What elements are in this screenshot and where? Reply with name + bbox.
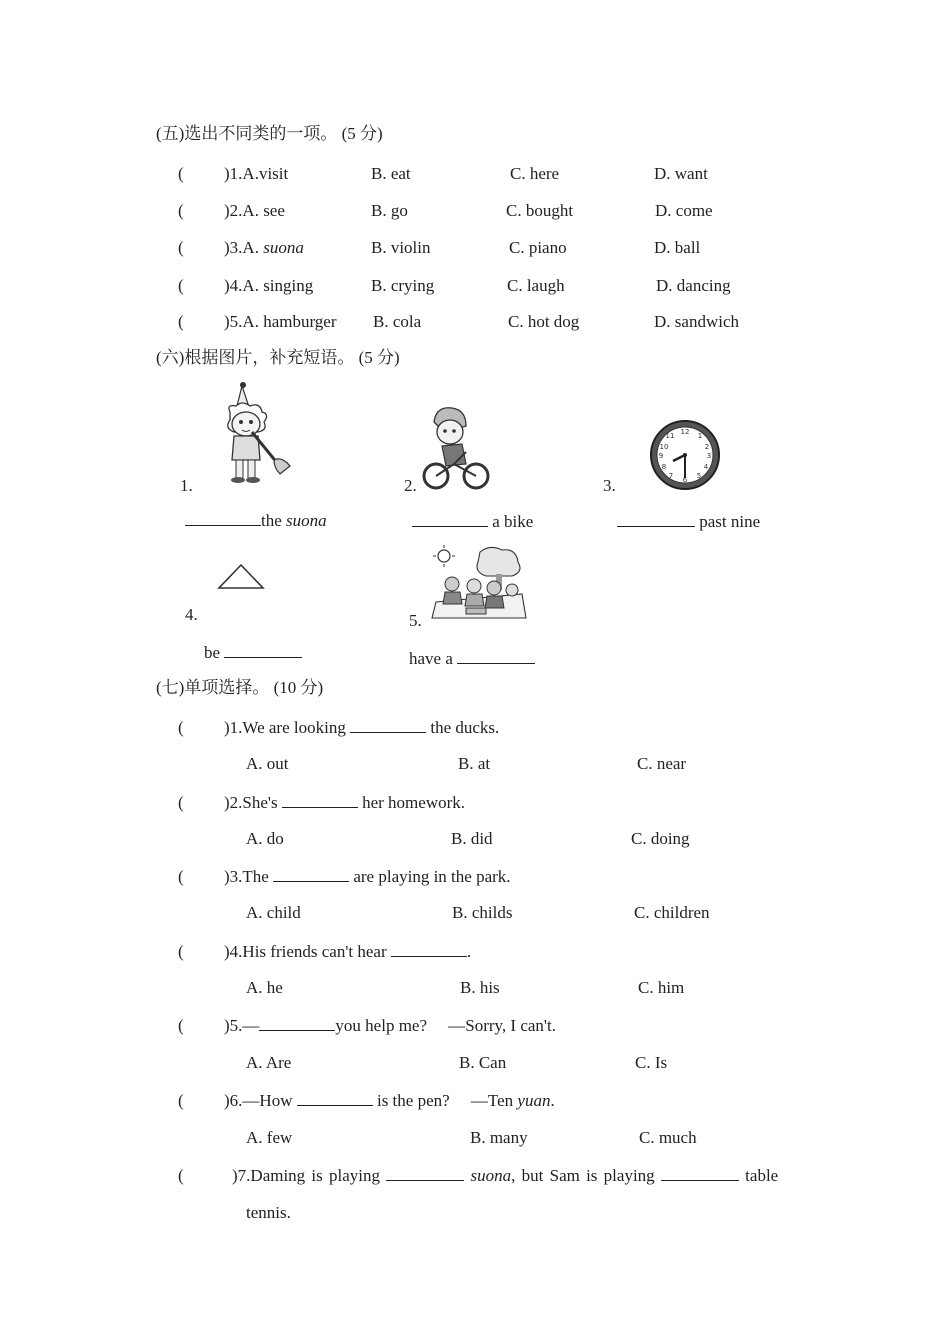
answer-paren[interactable]: (	[178, 793, 184, 812]
picture-label-4: 4.	[185, 605, 198, 624]
question-stem	[224, 1091, 555, 1111]
answer-paren[interactable]: (	[178, 1016, 184, 1035]
answer-blank[interactable]	[391, 942, 467, 957]
option-d: D. sandwich	[654, 312, 739, 331]
option-a[interactable]: A. out	[246, 754, 289, 773]
stem-text: )7.Daming is playing	[232, 1166, 387, 1185]
option-d: D. come	[655, 201, 713, 220]
option-a	[224, 164, 288, 184]
answer-paren[interactable]: (	[178, 1091, 184, 1110]
option-b[interactable]: B. many	[470, 1128, 528, 1147]
answer-paren[interactable]: (	[178, 276, 184, 295]
stem-italic: yuan	[517, 1091, 551, 1110]
answer-paren[interactable]: (	[178, 238, 184, 257]
phrase-2: a bike	[412, 512, 533, 532]
option-c: C. here	[510, 164, 560, 183]
option-b[interactable]: B. did	[451, 829, 493, 848]
stem-text: .	[466, 942, 472, 961]
option-c[interactable]: C. doing	[631, 829, 690, 848]
option-a-text: )3.A.	[224, 238, 264, 257]
option-c[interactable]: C. near	[637, 754, 687, 773]
picture-label-2: 2.	[404, 476, 417, 495]
stem-text: is the pen? —Ten	[372, 1091, 518, 1110]
question-stem	[224, 942, 471, 962]
answer-paren[interactable]: (	[178, 1166, 184, 1185]
section-7-title: (七)单项选择。 (10 分)	[156, 678, 324, 697]
option-d: D. want	[654, 164, 708, 183]
option-c: C. bought	[506, 201, 574, 220]
picture-label-3: 3.	[603, 476, 616, 495]
option-b: B. violin	[371, 238, 431, 257]
clock-image	[648, 418, 722, 492]
question-stem	[224, 1016, 556, 1036]
question-stem	[232, 1166, 778, 1186]
option-b[interactable]: B. his	[460, 978, 500, 997]
svg-text:4: 4	[703, 463, 709, 471]
option-a-text: )4.A. singing	[224, 276, 314, 295]
phrase-5: have a	[409, 649, 535, 669]
option-c[interactable]: C. him	[638, 978, 685, 997]
stem-text: )5.—	[224, 1016, 260, 1035]
answer-blank[interactable]	[457, 649, 535, 664]
option-b: B. eat	[371, 164, 411, 183]
svg-text:7: 7	[668, 472, 674, 480]
option-b: B. go	[371, 201, 408, 220]
svg-text:5: 5	[696, 472, 702, 480]
option-c: C. piano	[509, 238, 567, 257]
option-a	[224, 312, 337, 332]
answer-blank[interactable]	[224, 643, 302, 658]
question-stem	[224, 718, 499, 738]
svg-text:6: 6	[682, 476, 688, 484]
option-a[interactable]: A. few	[246, 1128, 293, 1147]
phrase-4: be	[204, 643, 302, 663]
stem-text: )6.—How	[224, 1091, 297, 1110]
stem-text: are playing in the park.	[349, 867, 511, 886]
stem-text: )3.The	[224, 867, 274, 886]
option-b: B. crying	[371, 276, 435, 295]
svg-text:10: 10	[659, 443, 669, 451]
option-c[interactable]: C. much	[639, 1128, 697, 1147]
svg-text:2: 2	[704, 443, 710, 451]
answer-paren[interactable]: (	[178, 718, 184, 737]
answer-blank[interactable]	[259, 1016, 335, 1031]
picture-label-5: 5.	[409, 611, 422, 630]
svg-text:9: 9	[658, 452, 664, 460]
answer-blank[interactable]	[350, 718, 426, 733]
svg-text:12: 12	[680, 428, 690, 436]
option-a-text: )1.A.visit	[224, 164, 289, 183]
option-a-text: )5.A. hamburger	[224, 312, 337, 331]
picture-label-1: 1.	[180, 476, 193, 495]
answer-blank[interactable]	[297, 1091, 373, 1106]
option-b[interactable]: B. Can	[459, 1053, 507, 1072]
answer-blank[interactable]	[386, 1166, 464, 1181]
boy-playing-suona-image	[212, 380, 298, 486]
answer-paren[interactable]: (	[178, 164, 184, 183]
answer-paren[interactable]: (	[178, 312, 184, 331]
option-a	[224, 238, 304, 258]
option-a	[224, 276, 313, 296]
answer-paren[interactable]: (	[178, 942, 184, 961]
option-c: C. hot dog	[508, 312, 580, 331]
stem-text: )2.She's	[224, 793, 282, 812]
stem-text: )1.We are looking	[224, 718, 351, 737]
svg-text:11: 11	[665, 432, 675, 440]
stem-italic: suona	[470, 1166, 512, 1185]
stem-text: .	[550, 1091, 555, 1110]
option-c[interactable]: C. children	[634, 903, 710, 922]
option-c: C. laugh	[507, 276, 565, 295]
svg-text:8: 8	[661, 463, 667, 471]
option-c[interactable]: C. Is	[635, 1053, 668, 1072]
stem-text: )4.His friends can't hear	[224, 942, 391, 961]
option-a[interactable]: A. he	[246, 978, 283, 997]
option-d: D. ball	[654, 238, 701, 257]
triangle-image	[216, 562, 266, 592]
answer-blank[interactable]	[617, 512, 695, 527]
option-b: B. cola	[373, 312, 422, 331]
phrase-1: the suona	[185, 511, 327, 531]
svg-text:1: 1	[697, 432, 703, 440]
answer-blank[interactable]	[412, 512, 488, 527]
stem-text: , but Sam is playing	[511, 1166, 661, 1185]
option-b[interactable]: B. at	[458, 754, 491, 773]
question-stem	[224, 793, 465, 813]
answer-blank[interactable]	[273, 867, 349, 882]
option-a-italic: suona	[263, 238, 304, 257]
answer-paren[interactable]: (	[178, 867, 184, 886]
option-a-text: )2.A. see	[224, 201, 285, 220]
option-d: D. dancing	[656, 276, 731, 295]
stem-text: her homework.	[357, 793, 466, 812]
option-b[interactable]: B. childs	[452, 903, 513, 922]
option-a[interactable]: A. do	[246, 829, 284, 848]
svg-text:3: 3	[706, 452, 712, 460]
section-5-title: (五)选出不同类的一项。 (5 分)	[156, 124, 383, 143]
picnic-image	[430, 544, 528, 620]
option-a[interactable]: A. child	[246, 903, 301, 922]
answer-blank[interactable]	[185, 511, 261, 526]
option-a	[224, 201, 285, 221]
question-continuation: tennis.	[246, 1203, 291, 1222]
answer-paren[interactable]: (	[178, 201, 184, 220]
stem-text: table	[738, 1166, 779, 1185]
answer-blank[interactable]	[661, 1166, 739, 1181]
section-6-title: (六)根据图片，补充短语。 (5 分)	[156, 348, 400, 367]
stem-text: you help me? —Sorry, I can't.	[335, 1016, 556, 1035]
stem-text: the ducks.	[426, 718, 500, 737]
question-stem	[224, 867, 511, 887]
phrase-3: past nine	[617, 512, 760, 532]
boy-riding-bike-image	[420, 404, 492, 492]
option-a[interactable]: A. Are	[246, 1053, 292, 1072]
answer-blank[interactable]	[282, 793, 358, 808]
